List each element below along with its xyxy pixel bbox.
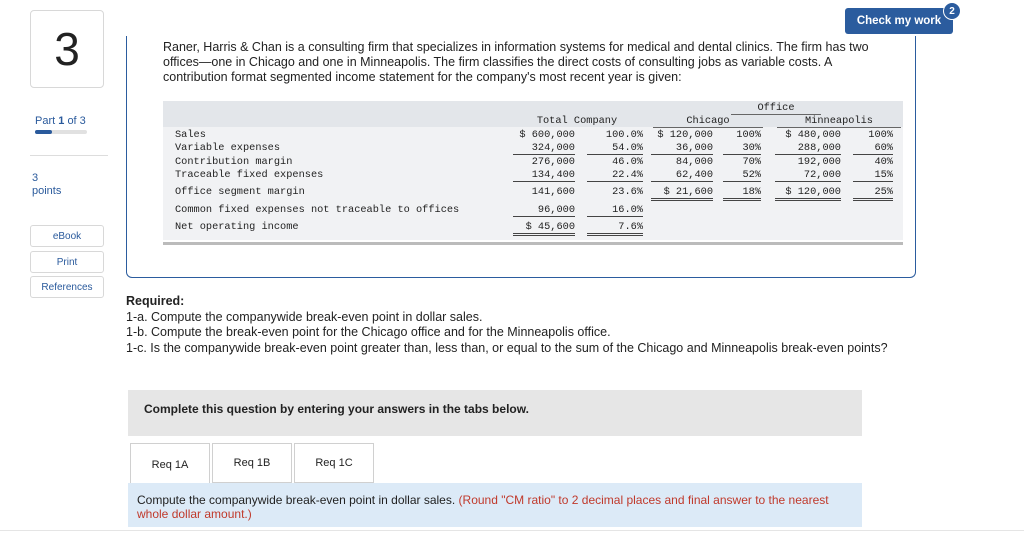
points-value: 3 [32,172,39,184]
minneapolis-variable-pct: 60% [853,142,893,155]
minneapolis-sales-pct: 100% [868,129,893,141]
chicago-contribution: 84,000 [675,156,713,168]
minneapolis-traceable: 72,000 [775,169,841,182]
total-net-income: $ 45,600 [513,221,575,236]
part-progress-bar [35,130,87,134]
col-total-header: Total Company [536,115,618,127]
total-traceable-pct: 22.4% [587,169,643,182]
chicago-variable: 36,000 [651,142,713,155]
chicago-sales: $ 120,000 [657,129,713,141]
row-label-net-operating-income: Net operating income [175,221,299,233]
row-label-sales: Sales [175,129,206,141]
income-statement-table [163,101,903,244]
check-my-work-button[interactable]: Check my work [845,8,953,34]
row-label-common-fixed: Common fixed expenses not traceable to offices [175,204,460,216]
required-item-1a: 1-a. Compute the companywide break-even point in dollar sales. [126,310,483,324]
total-common-fixed-pct: 16.0% [587,204,643,217]
complete-instruction: Complete this question by entering your answers in the tabs below. [128,390,862,436]
chicago-traceable: 62,400 [651,169,713,182]
table-scrollbar[interactable] [163,242,903,245]
part-current: 1 [58,115,65,127]
total-common-fixed: 96,000 [513,204,575,217]
points-label: points [32,185,62,197]
minneapolis-traceable-pct: 15% [853,169,893,182]
part-indicator [35,115,86,127]
total-variable: 324,000 [513,142,575,155]
check-attempts-badge: 2 [943,2,961,20]
total-sales-pct: 100.0% [605,129,643,141]
tab-req-1c[interactable]: Req 1C [294,443,374,483]
required-item-1b: 1-b. Compute the break-even point for the Chicago office and for the Minneapolis office. [126,325,611,339]
chicago-variable-pct: 30% [723,142,761,155]
total-variable-pct: 54.0% [587,142,643,155]
chicago-traceable-pct: 52% [723,169,761,182]
part-prefix: Part [35,115,56,127]
total-traceable: 134,400 [513,169,575,182]
question-number: 3 [30,10,104,88]
total-contribution-pct: 46.0% [612,156,643,168]
office-header: Office [731,102,821,115]
chicago-segment-margin: $ 21,600 [651,186,713,201]
total-segment-margin: 141,600 [531,186,575,198]
minneapolis-sales: $ 480,000 [785,129,841,141]
ebook-button[interactable]: eBook [30,225,104,247]
total-net-income-pct: 7.6% [587,221,643,236]
problem-intro: Raner, Harris & Chan is a consulting firm that specializes in information systems for medical and dental clinics. The firm has two offices—one in Chicago and one in Minneapolis. The firm classifies the direct costs of consulting jobs as variable costs. A contribution format segmented income statement for the company's most recent year is given: [163,40,869,84]
answer-rounding-note: (Round "CM ratio" to 2 decimal places and final answer to the nearest whole dollar amount.) [137,493,829,521]
total-segment-margin-pct: 23.6% [612,186,643,198]
print-button[interactable]: Print [30,251,104,273]
chicago-sales-pct: 100% [736,129,761,141]
answer-instruction-box [128,483,862,527]
answer-prompt: Compute the companywide break-even point in dollar sales. [137,493,456,507]
minneapolis-contribution: 192,000 [797,156,841,168]
minneapolis-contribution-pct: 40% [874,156,893,168]
bottom-divider [0,530,1024,531]
col-chicago-header: Chicago [653,115,763,128]
row-label-variable-expenses: Variable expenses [175,142,281,154]
part-progress-fill [35,130,52,134]
references-button[interactable]: References [30,276,104,298]
total-sales: $ 600,000 [519,129,575,141]
sidebar-divider [30,155,108,156]
row-label-traceable-fixed: Traceable fixed expenses [175,169,324,181]
col-minneapolis-header: Minneapolis [777,115,901,128]
minneapolis-variable: 288,000 [775,142,841,155]
row-label-segment-margin: Office segment margin [175,186,305,198]
total-contribution: 276,000 [531,156,575,168]
row-label-contribution-margin: Contribution margin [175,156,293,168]
minneapolis-segment-margin-pct: 25% [853,186,893,201]
tab-req-1a[interactable]: Req 1A [130,443,210,485]
chicago-contribution-pct: 70% [742,156,761,168]
chicago-segment-margin-pct: 18% [723,186,761,201]
tab-req-1b[interactable]: Req 1B [212,443,292,483]
part-suffix: of 3 [67,115,86,127]
minneapolis-segment-margin: $ 120,000 [775,186,841,201]
required-item-1c: 1-c. Is the companywide break-even point greater than, less than, or equal to the sum of the Chicago and Minneapolis break-even points? [126,341,888,355]
required-title: Required: [126,294,185,308]
